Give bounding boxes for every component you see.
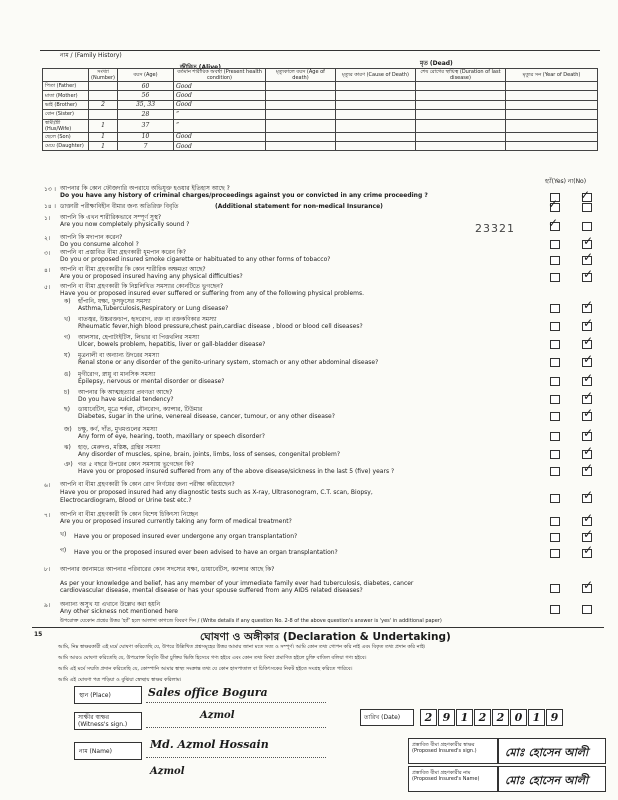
sub-question-en: Diabetes, sugar in the urine, venereal disease, cancer, tumour, or any other disease?: [78, 413, 335, 420]
number: [89, 110, 118, 119]
table-row: [43, 141, 598, 150]
q2-yes-box[interactable]: [550, 240, 560, 249]
name-value: Md. Azmol Hossain: [150, 738, 269, 751]
sub-question-bn: হাড়, মেরুদণ্ড, মস্তিষ্ক, গ্রন্থির সমস্যা: [78, 444, 161, 451]
relation: ছেলে (Son): [43, 132, 89, 141]
col-age-death: মৃত্যুকালে বয়স (Age of death): [265, 69, 335, 82]
check-icon: ✓: [583, 426, 594, 440]
sub-question-number: ক): [64, 298, 71, 305]
q3-number: ৩।: [44, 250, 51, 257]
check-icon: ✓: [580, 188, 591, 202]
check-icon: ✓: [583, 511, 594, 525]
q5-number: ৫।: [44, 284, 51, 291]
col-number: সংখ্যা (Number): [89, 69, 118, 82]
note-text: উপরোক্ত যেকোন প্রশ্নের উত্তর ‘হ্যাঁ’ হলে আলাদা কাগজে বিবরণ দিন / (Write details if any question No. 2-8 of the above question's answer is 'yes' in additional paper): [60, 618, 442, 624]
relation: ভাই (Brother): [43, 100, 89, 109]
sub-question-bn: চক্ষু, কর্ণ, দাঁত, মুখমণ্ডলের সমস্যা: [78, 426, 158, 433]
q6-en2: Electrocardiogram, Blood or Urine test etc.?: [60, 497, 192, 504]
check-icon: ✓: [583, 488, 594, 502]
sub-question-bn: হাঁপানি, যক্ষা, ফুসফুসের সমস্যা: [78, 298, 151, 305]
family-history-table: [42, 68, 598, 151]
place-label: স্থান (Place): [74, 686, 142, 704]
check-icon: ✓: [583, 234, 594, 248]
age: 28: [117, 110, 173, 119]
sub-question-number: ঞ): [64, 461, 73, 468]
check-icon: ✓: [583, 461, 594, 475]
q9-number: ৯।: [44, 602, 51, 609]
witness-sign-value: Azmol: [200, 710, 235, 721]
check-icon: ✓: [583, 371, 594, 385]
q8-yes-box[interactable]: [550, 584, 560, 593]
insured-sign-label: প্রস্তাবিত বীমা গ্রহণকারীর স্বাক্ষর (Proposed Insured's sign.): [408, 738, 498, 764]
q9-yes-box[interactable]: [550, 605, 560, 614]
sub-question-bn: গত ৫ বছরে উপরের কোন সমস্যায় ভুগেছেন কি?: [78, 461, 194, 468]
sub-question-yes-box[interactable]: [550, 450, 560, 459]
witness-sign-label: সাক্ষীর স্বাক্ষর (Witness's sign.): [74, 712, 142, 730]
sub-question-bn: মূত্রনালী বা অন্যান্য উদরের সমস্যা: [78, 352, 160, 359]
date-digit[interactable]: 1: [528, 709, 545, 726]
relation: মাতা (Mother): [43, 91, 89, 100]
check-icon: ✓: [548, 216, 559, 230]
number: 1: [89, 132, 118, 141]
q3-en: Do you or proposed insured smoke cigarette or habituated to any other forms of tobacco?: [60, 256, 331, 263]
q7-bn: আপনি বা বীমা গ্রহণকারী কি কোন বিশেষ চিকিৎসা নিচ্ছেন: [60, 511, 199, 518]
q8-en: As per your knowledge and belief, has any member of your immediate family ever had tuberculosis, diabetes, cancer: [60, 580, 414, 587]
reference-number: 23321: [475, 222, 515, 235]
q1-no-box[interactable]: [582, 222, 592, 231]
sub-question-bn: মৃগীরোগ, স্নায়ু বা মানসিক সমস্যা: [78, 371, 156, 378]
age: 35, 33: [117, 100, 173, 109]
col-duration: শেষ রোগের স্থায়িত্ব (Duration of last disease): [415, 69, 505, 82]
sub-question-number: খ): [64, 316, 71, 323]
check-icon: ✓: [583, 316, 594, 330]
relation: স্বামী/স্ত্রী (Hus/Wife): [43, 119, 89, 132]
q6-yes-box[interactable]: [550, 494, 560, 503]
check-icon: ✓: [583, 527, 594, 541]
sub-question-en: Renal stone or any disorder of the genito-urinary system, stomach or any other abdominal disease?: [78, 359, 379, 366]
health: Good: [173, 91, 265, 100]
q9-bn: অন্যান্য অসুখ যা এখানে উল্লেখ করা হয়নি: [60, 601, 161, 608]
top-rule: [40, 50, 600, 51]
q7-number: ৭।: [44, 512, 51, 519]
q14-bn: ডাক্তারী পরীক্ষাবিহীন বীমার জন্য অতিরিক্ত বিবৃতি: [60, 203, 179, 210]
number: [89, 82, 118, 91]
q14-en: (Additional statement for non-medical Insurance): [215, 203, 383, 210]
table-row: [43, 82, 598, 91]
date-digit[interactable]: 9: [546, 709, 563, 726]
health: Good: [173, 100, 265, 109]
q4-bn: আপনি বা বীমা গ্রহণকারীর কি কোন শারীরিক অক্ষমতা আছে?: [60, 266, 206, 273]
date-digit[interactable]: 2: [474, 709, 491, 726]
sub-question-bn: আলসার, হেপাটাইটিস, লিভার বা পিত্তথলির সমস্যা: [78, 334, 200, 341]
table-row: [43, 100, 598, 109]
q7-en: Are you or proposed insured currently taking any form of medical treatment?: [60, 518, 292, 525]
q7c-en: Have you or the proposed insured ever been advised to have an organ transplantation?: [74, 549, 338, 556]
sub-question-en: Do you have suicidal tendency?: [78, 396, 174, 403]
check-icon: ✓: [583, 298, 594, 312]
col-year: মৃত্যুর সন (Year of Death): [505, 69, 597, 82]
q8-en2: cardiovascular disease, mental disease or has your spouse suffered from any AIDS related diseases?: [60, 587, 363, 594]
declaration-line: আমি আরও ঘোষণা করিতেছি যে, উপরোক্ত বিবৃতি বীমা চুক্তির ভিত্তি হিসেবে গণ্য হইবে এবং কোন তথ্য মিথ্যা প্রমাণিত হইলে চুক্তি বাতিল বলিয়া গণ্য হইবে।: [58, 655, 367, 661]
table-row: [43, 110, 598, 119]
age: 60: [117, 82, 173, 91]
sub-question-en: Ulcer, bowels problem, hepatitis, liver or gall-bladder disease?: [78, 341, 266, 348]
insured-sign-value: মোঃ হোসেন আলী: [498, 738, 606, 764]
table-row: [43, 119, 598, 132]
table-row: [43, 91, 598, 100]
check-icon: ✓: [583, 352, 594, 366]
age: 7: [117, 141, 173, 150]
number: [89, 91, 118, 100]
number: 1: [89, 119, 118, 132]
name-line: [146, 757, 326, 758]
q8-bn: আপনার জানামতে আপনার পরিবারের কোন সদস্যের যক্ষা, ডায়াবেটিস, ক্যান্সার আছে কি?: [60, 566, 275, 573]
date-digit[interactable]: 2: [420, 709, 437, 726]
sub-question-en: Have you or proposed insured suffered from any of the above disease/sickness in the last 5 (five) years ?: [78, 468, 395, 475]
age: 10: [117, 132, 173, 141]
number: 1: [89, 141, 118, 150]
q5-en: Have you or proposed insured ever suffered or suffering from any of the following physical problems.: [60, 290, 365, 297]
alive-label: জীবিত (Alive): [180, 64, 221, 71]
q1-bn: আপনি কি এখন শারীরিকভাবে সম্পূর্ণ সুস্থ?: [60, 214, 162, 221]
q5-bn: আপনি বা বীমা গ্রহণকারী কি নিম্নলিখিত সমস্যার কোনটিতে ভুগছেন?: [60, 283, 224, 290]
q3-yes-box[interactable]: [550, 256, 560, 265]
relation: বোন (Sister): [43, 110, 89, 119]
q7b-number: খ): [60, 531, 67, 538]
check-icon: ✓: [583, 389, 594, 403]
check-icon: ✓: [548, 197, 559, 211]
witness-line: [146, 727, 326, 728]
q1-en: Are you now completely physically sound ?: [60, 221, 190, 228]
table-row: [43, 132, 598, 141]
health: Good: [173, 141, 265, 150]
q2-bn: আপনি কি মদ্যপান করেন?: [60, 234, 123, 241]
date-digit[interactable]: 9: [438, 709, 455, 726]
health: ”: [173, 110, 265, 119]
bottom-signature: Azmol: [150, 766, 185, 777]
q9-no-box[interactable]: [582, 605, 592, 614]
q2-en: Do you consume alcohol ?: [60, 241, 139, 248]
sub-question-yes-box[interactable]: [550, 340, 560, 349]
sub-question-yes-box[interactable]: [550, 304, 560, 313]
declaration-line: আমি, নিম্ন স্বাক্ষরকারী এই মর্মে ঘোষণা করিতেছি যে, উপরে উল্লিখিত প্রশ্নসমূহের উত্তর আমার জানা মতে সত্য ও সম্পূর্ণ। আমি কোন তথ্য গোপন করি নাই এবং বিকৃত তথ্য প্রদান করি নাই।: [58, 644, 426, 650]
q7c-yes-box[interactable]: [550, 549, 560, 558]
family-history-title: নাম / (Family History): [60, 52, 122, 59]
age: 56: [117, 91, 173, 100]
sub-question-yes-box[interactable]: [550, 377, 560, 386]
q7b-en: Have you or proposed insured ever undergone any organ transplantation?: [74, 533, 298, 540]
sub-question-bn: আপনার কি আত্মহত্যার প্রবণতা আছে?: [78, 389, 173, 396]
check-icon: ✓: [583, 250, 594, 264]
sub-question-yes-box[interactable]: [550, 467, 560, 476]
q7b-yes-box[interactable]: [550, 533, 560, 542]
sub-question-en: Epilepsy, nervous or mental disorder or disease?: [78, 378, 225, 385]
q8-number: ৮।: [44, 566, 51, 573]
declaration-title: ঘোষণা ও অঙ্গীকার (Declaration & Undertaking): [200, 631, 451, 643]
age: 37: [117, 119, 173, 132]
relation: পিতা (Father): [43, 82, 89, 91]
q13-number: ১৩ ।: [44, 186, 56, 193]
place-value: Sales office Bogura: [148, 686, 268, 699]
check-icon: ✓: [583, 578, 594, 592]
sub-question-bn: ডায়াবেটিস, মূত্রে শর্করা, যৌনরোগ, ক্যান্সার, টিউমার: [78, 406, 203, 413]
sub-question-yes-box[interactable]: [550, 395, 560, 404]
relation: মেয়ে (Daughter): [43, 141, 89, 150]
check-icon: ✓: [583, 444, 594, 458]
divider: [32, 627, 604, 628]
sub-question-number: চ): [64, 389, 70, 396]
sub-question-en: Asthma,Tuberculosis,Respiratory or Lung disease?: [78, 305, 229, 312]
q14-number: ১৪ ।: [44, 203, 56, 210]
health: Good: [173, 82, 265, 91]
table-header: [43, 69, 598, 82]
q6-en: Have you or proposed insured had any diagnostic tests such as X-ray, Ultrasonogram, C.T. scan, Biopsy,: [60, 489, 373, 496]
date-label: তারিখ (Date): [360, 709, 414, 726]
sub-question-yes-box[interactable]: [550, 358, 560, 367]
q1-number: ১।: [44, 215, 51, 222]
q3-bn: আপনি বা প্রস্তাবিত বীমা গ্রহণকারী ধূমপান করেন কি?: [60, 249, 186, 256]
q6-bn: আপনি বা বীমা গ্রহণকারী কি কোন রোগ নির্ণয়ের জন্য পরীক্ষা করিয়েছেন?: [60, 481, 235, 488]
dead-label: মৃত (Dead): [420, 60, 453, 67]
sub-question-number: ঙ): [64, 371, 71, 378]
sub-question-en: Rheumatic fever,high blood pressure,chest pain,cardiac disease , blood or blood cell diseases?: [78, 323, 363, 330]
yes-no-header: হ্যাঁ(Yes) না(No): [545, 178, 587, 185]
health: ”: [173, 119, 265, 132]
col-health: বর্তমান শারীরিক অবস্থা (Present health condition): [173, 69, 265, 82]
sub-question-number: জ): [64, 426, 72, 433]
q7c-number: গ): [60, 547, 67, 554]
q13-bn: আপনার কি কোন ফৌজদারি অপরাধে অভিযুক্ত হওয়ার ইতিহাস আছে ?: [60, 185, 230, 192]
place-line: [146, 702, 326, 703]
sub-question-number: গ): [64, 334, 71, 341]
check-icon: ✓: [583, 267, 594, 281]
q14-no-box[interactable]: [582, 203, 592, 212]
sub-question-number: ঘ): [64, 352, 71, 359]
insured-name-value: মোঃ হোসেন আলী: [498, 766, 606, 792]
name-label: নাম (Name): [74, 742, 142, 760]
insured-name-label: প্রস্তাবিত বীমা গ্রহণকারীর নাম (Proposed Insured's Name): [408, 766, 498, 792]
date-digit[interactable]: 2: [492, 709, 509, 726]
check-icon: ✓: [583, 543, 594, 557]
declaration-number: 15: [34, 631, 43, 638]
q4-yes-box[interactable]: [550, 273, 560, 282]
sub-question-yes-box[interactable]: [550, 412, 560, 421]
q4-number: ৪।: [44, 267, 51, 274]
q4-en: Are you or proposed insured having any physical difficulties?: [60, 273, 243, 280]
sub-question-number: ঝ): [64, 444, 71, 451]
number: 2: [89, 100, 118, 109]
sub-question-en: Any disorder of muscles, spine, brain, joints, limbs, loss of senses, congenital problem?: [78, 451, 341, 458]
check-icon: ✓: [583, 334, 594, 348]
date-digit[interactable]: 1: [456, 709, 473, 726]
declaration-line: আমি এই ঘোষণা পত্র পড়িয়া ও বুঝিয়া স্বেচ্ছায় স্বাক্ষর করিলাম।: [58, 677, 182, 683]
q2-number: ২।: [44, 235, 51, 242]
q7-yes-box[interactable]: [550, 517, 560, 526]
col-age: বয়স (Age): [117, 69, 173, 82]
declaration-line: আমি এই মর্মে সম্মতি প্রদান করিতেছি যে, কোম্পানি আমার স্বাস্থ্য সংক্রান্ত তথ্য যে কোন হাসপাতাল বা চিকিৎসকের নিকট হইতে সংগ্রহ করিতে পারিবে।: [58, 666, 353, 672]
q13-en: Do you have any history of criminal charges/proceedings against you or convicted in any crime proceeding ?: [60, 192, 428, 199]
col-cause: মৃত্যুর কারণ (Cause of Death): [335, 69, 415, 82]
date-digit[interactable]: 0: [510, 709, 527, 726]
check-icon: ✓: [583, 406, 594, 420]
health: Good: [173, 132, 265, 141]
sub-question-number: ছ): [64, 406, 70, 413]
sub-question-bn: বাতজ্বর, উচ্চরক্তচাপ, হৃদরোগ, রক্ত বা রক্তকণিকার সমস্যা: [78, 316, 217, 323]
q6-number: ৬।: [44, 482, 51, 489]
q9-en: Any other sickness not mentioned here: [60, 608, 178, 615]
sub-question-yes-box[interactable]: [550, 432, 560, 441]
sub-question-en: Any form of eye, hearing, tooth, maxillary or speech disorder?: [78, 433, 265, 440]
sub-question-yes-box[interactable]: [550, 322, 560, 331]
